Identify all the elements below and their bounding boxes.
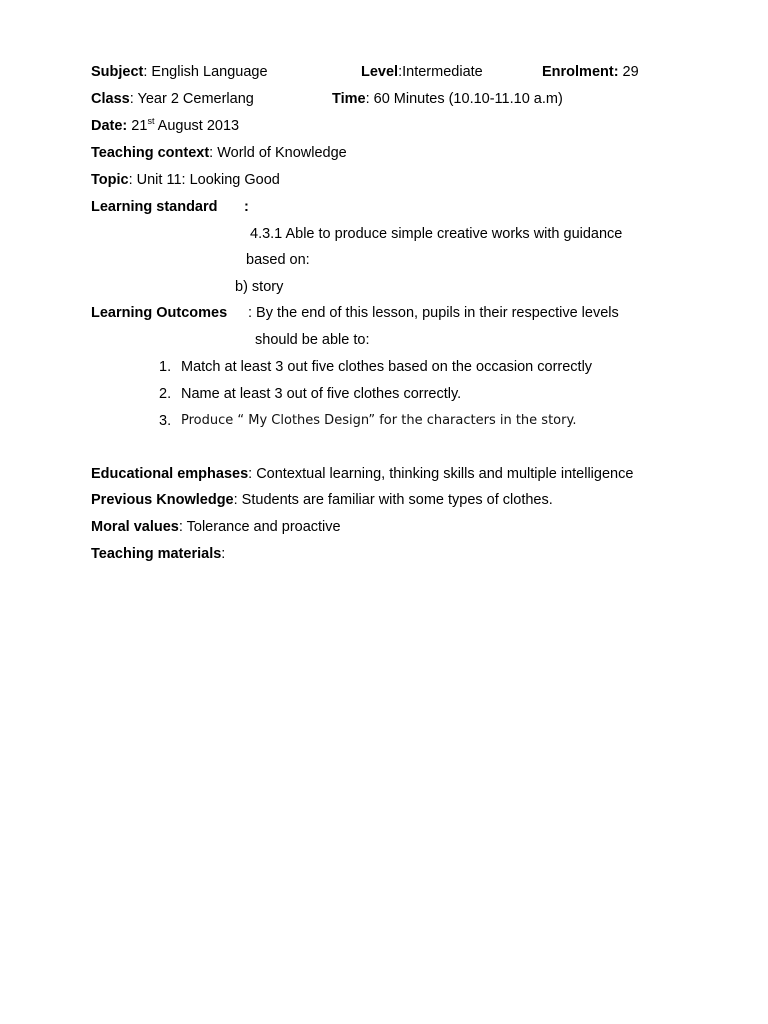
learning-standard-label: Learning standard (91, 199, 218, 215)
date-suffix: st (147, 116, 155, 126)
topic-value: : Unit 11: Looking Good (128, 172, 280, 188)
time-value: : 60 Minutes (10.10-11.10 a.m) (365, 91, 563, 107)
class-value: : Year 2 Cemerlang (129, 91, 254, 107)
teaching-context-label: Teaching context (91, 145, 210, 161)
class-field (91, 90, 254, 108)
learning-outcomes-intro-1: : By the end of this lesson, pupils in their respective levels (248, 305, 619, 321)
moral-values-label: Moral values (91, 519, 179, 535)
level-field (361, 63, 483, 81)
outcome-text: Match at least 3 out five clothes based on the occasion correctly (181, 359, 593, 375)
learning-standard-line-3: b) story (235, 279, 284, 295)
moral-values-value: : Tolerance and proactive (178, 519, 341, 535)
subject-value: : English Language (143, 64, 268, 80)
enrolment-value: 29 (618, 64, 639, 80)
learning-outcomes-intro-2: should be able to: (255, 332, 370, 348)
educational-emphases-field (91, 465, 633, 483)
outcome-text: Name at least 3 out of five clothes correctly. (181, 386, 462, 402)
time-field (332, 90, 563, 108)
teaching-materials-field (91, 545, 225, 563)
time-label: Time (332, 91, 366, 107)
teaching-context-value: : World of Knowledge (209, 145, 347, 161)
date-label: Date: (91, 118, 128, 134)
previous-knowledge-label: Previous Knowledge (91, 492, 234, 508)
level-value: :Intermediate (398, 64, 483, 80)
date-rest: August 2013 (154, 118, 240, 134)
learning-outcomes-label: Learning Outcomes (91, 305, 228, 321)
outcome-number: 2. (159, 386, 172, 402)
outcome-number: 3. (159, 413, 172, 429)
level-label: Level (361, 64, 399, 80)
subject-field (91, 63, 268, 81)
educational-emphases-value: : Contextual learning, thinking skills and multiple intelligence (248, 466, 634, 482)
subject-label: Subject (91, 64, 144, 80)
class-label: Class (91, 91, 130, 107)
moral-values-field (91, 518, 341, 536)
teaching-materials-value: : (221, 546, 226, 562)
learning-standard-colon: : (244, 199, 249, 215)
teaching-context-field (91, 144, 347, 162)
topic-field (91, 171, 280, 189)
previous-knowledge-field (91, 491, 553, 509)
date-day: 21 (127, 118, 148, 134)
learning-standard-line-2: based on: (246, 252, 310, 268)
teaching-materials-label: Teaching materials (91, 546, 222, 562)
enrolment-label: Enrolment: (542, 64, 619, 80)
outcome-text: Produce “ My Clothes Design” for the characters in the story. (181, 413, 577, 428)
outcome-number: 1. (159, 359, 172, 375)
previous-knowledge-value: : Students are familiar with some types of clothes. (233, 492, 553, 508)
enrolment-field (542, 63, 639, 81)
date-field (91, 117, 239, 135)
educational-emphases-label: Educational emphases (91, 466, 249, 482)
learning-standard-line-1: 4.3.1 Able to produce simple creative works with guidance (250, 226, 623, 242)
topic-label: Topic (91, 172, 129, 188)
